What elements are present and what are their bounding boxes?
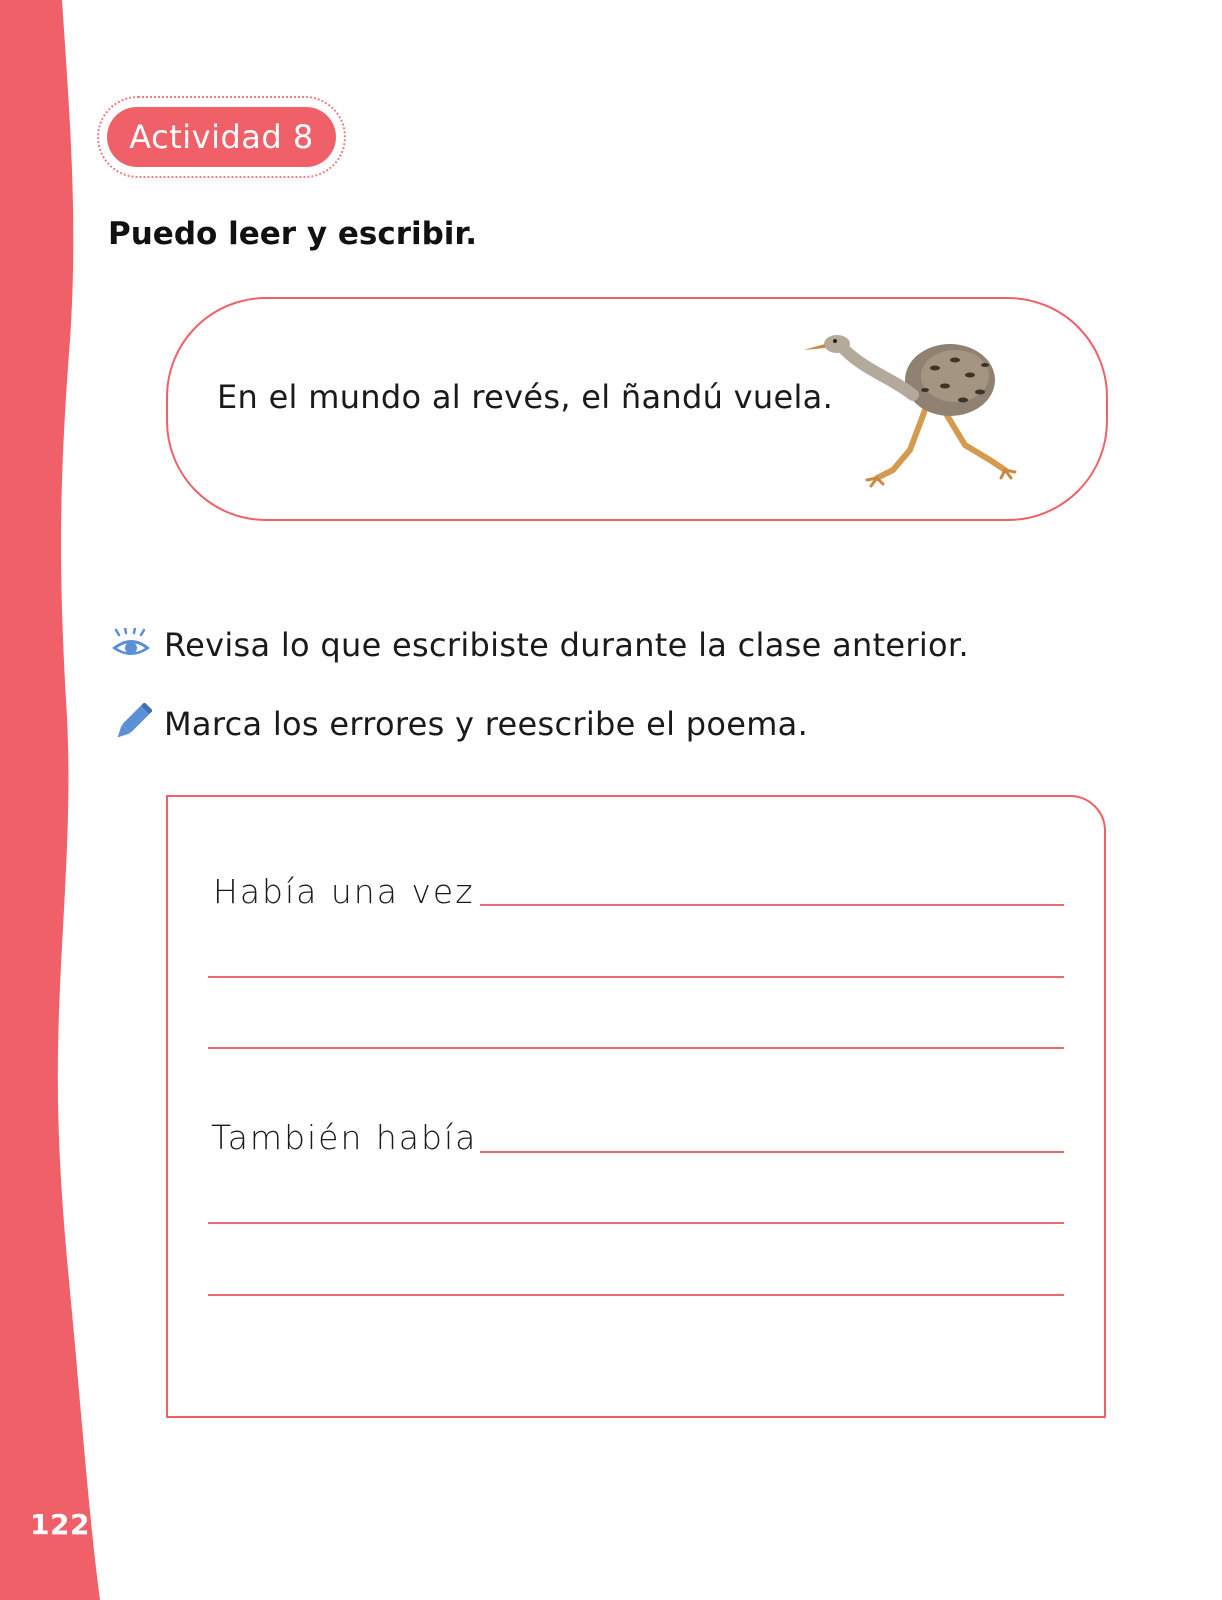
writing-line-1[interactable] <box>480 904 1064 906</box>
rhea-illustration <box>805 320 1040 500</box>
page-number: 122 <box>30 1508 90 1541</box>
writing-line-2[interactable] <box>208 976 1064 978</box>
instruction-rewrite-text: Marca los errores y reescribe el poema. <box>164 705 809 743</box>
eye-icon <box>110 628 152 662</box>
pencil-icon <box>110 703 152 745</box>
prompt-tambien-habia: También había <box>211 1118 478 1157</box>
side-band <box>0 0 110 1600</box>
writing-line-4[interactable] <box>480 1151 1064 1153</box>
prompt-habia-una-vez: Había una vez <box>213 872 475 911</box>
instruction-row-review <box>110 626 969 664</box>
page-title: Puedo leer y escribir. <box>108 216 478 252</box>
sentence-text: En el mundo al revés, el ñandú vuela. <box>217 378 834 416</box>
instruction-review-text: Revisa lo que escribiste durante la clase anterior. <box>164 626 969 664</box>
instruction-row-rewrite <box>110 703 808 745</box>
writing-line-5[interactable] <box>208 1222 1064 1224</box>
writing-line-6[interactable] <box>208 1294 1064 1296</box>
activity-badge: Actividad 8 <box>107 107 336 167</box>
writing-line-3[interactable] <box>208 1047 1064 1049</box>
